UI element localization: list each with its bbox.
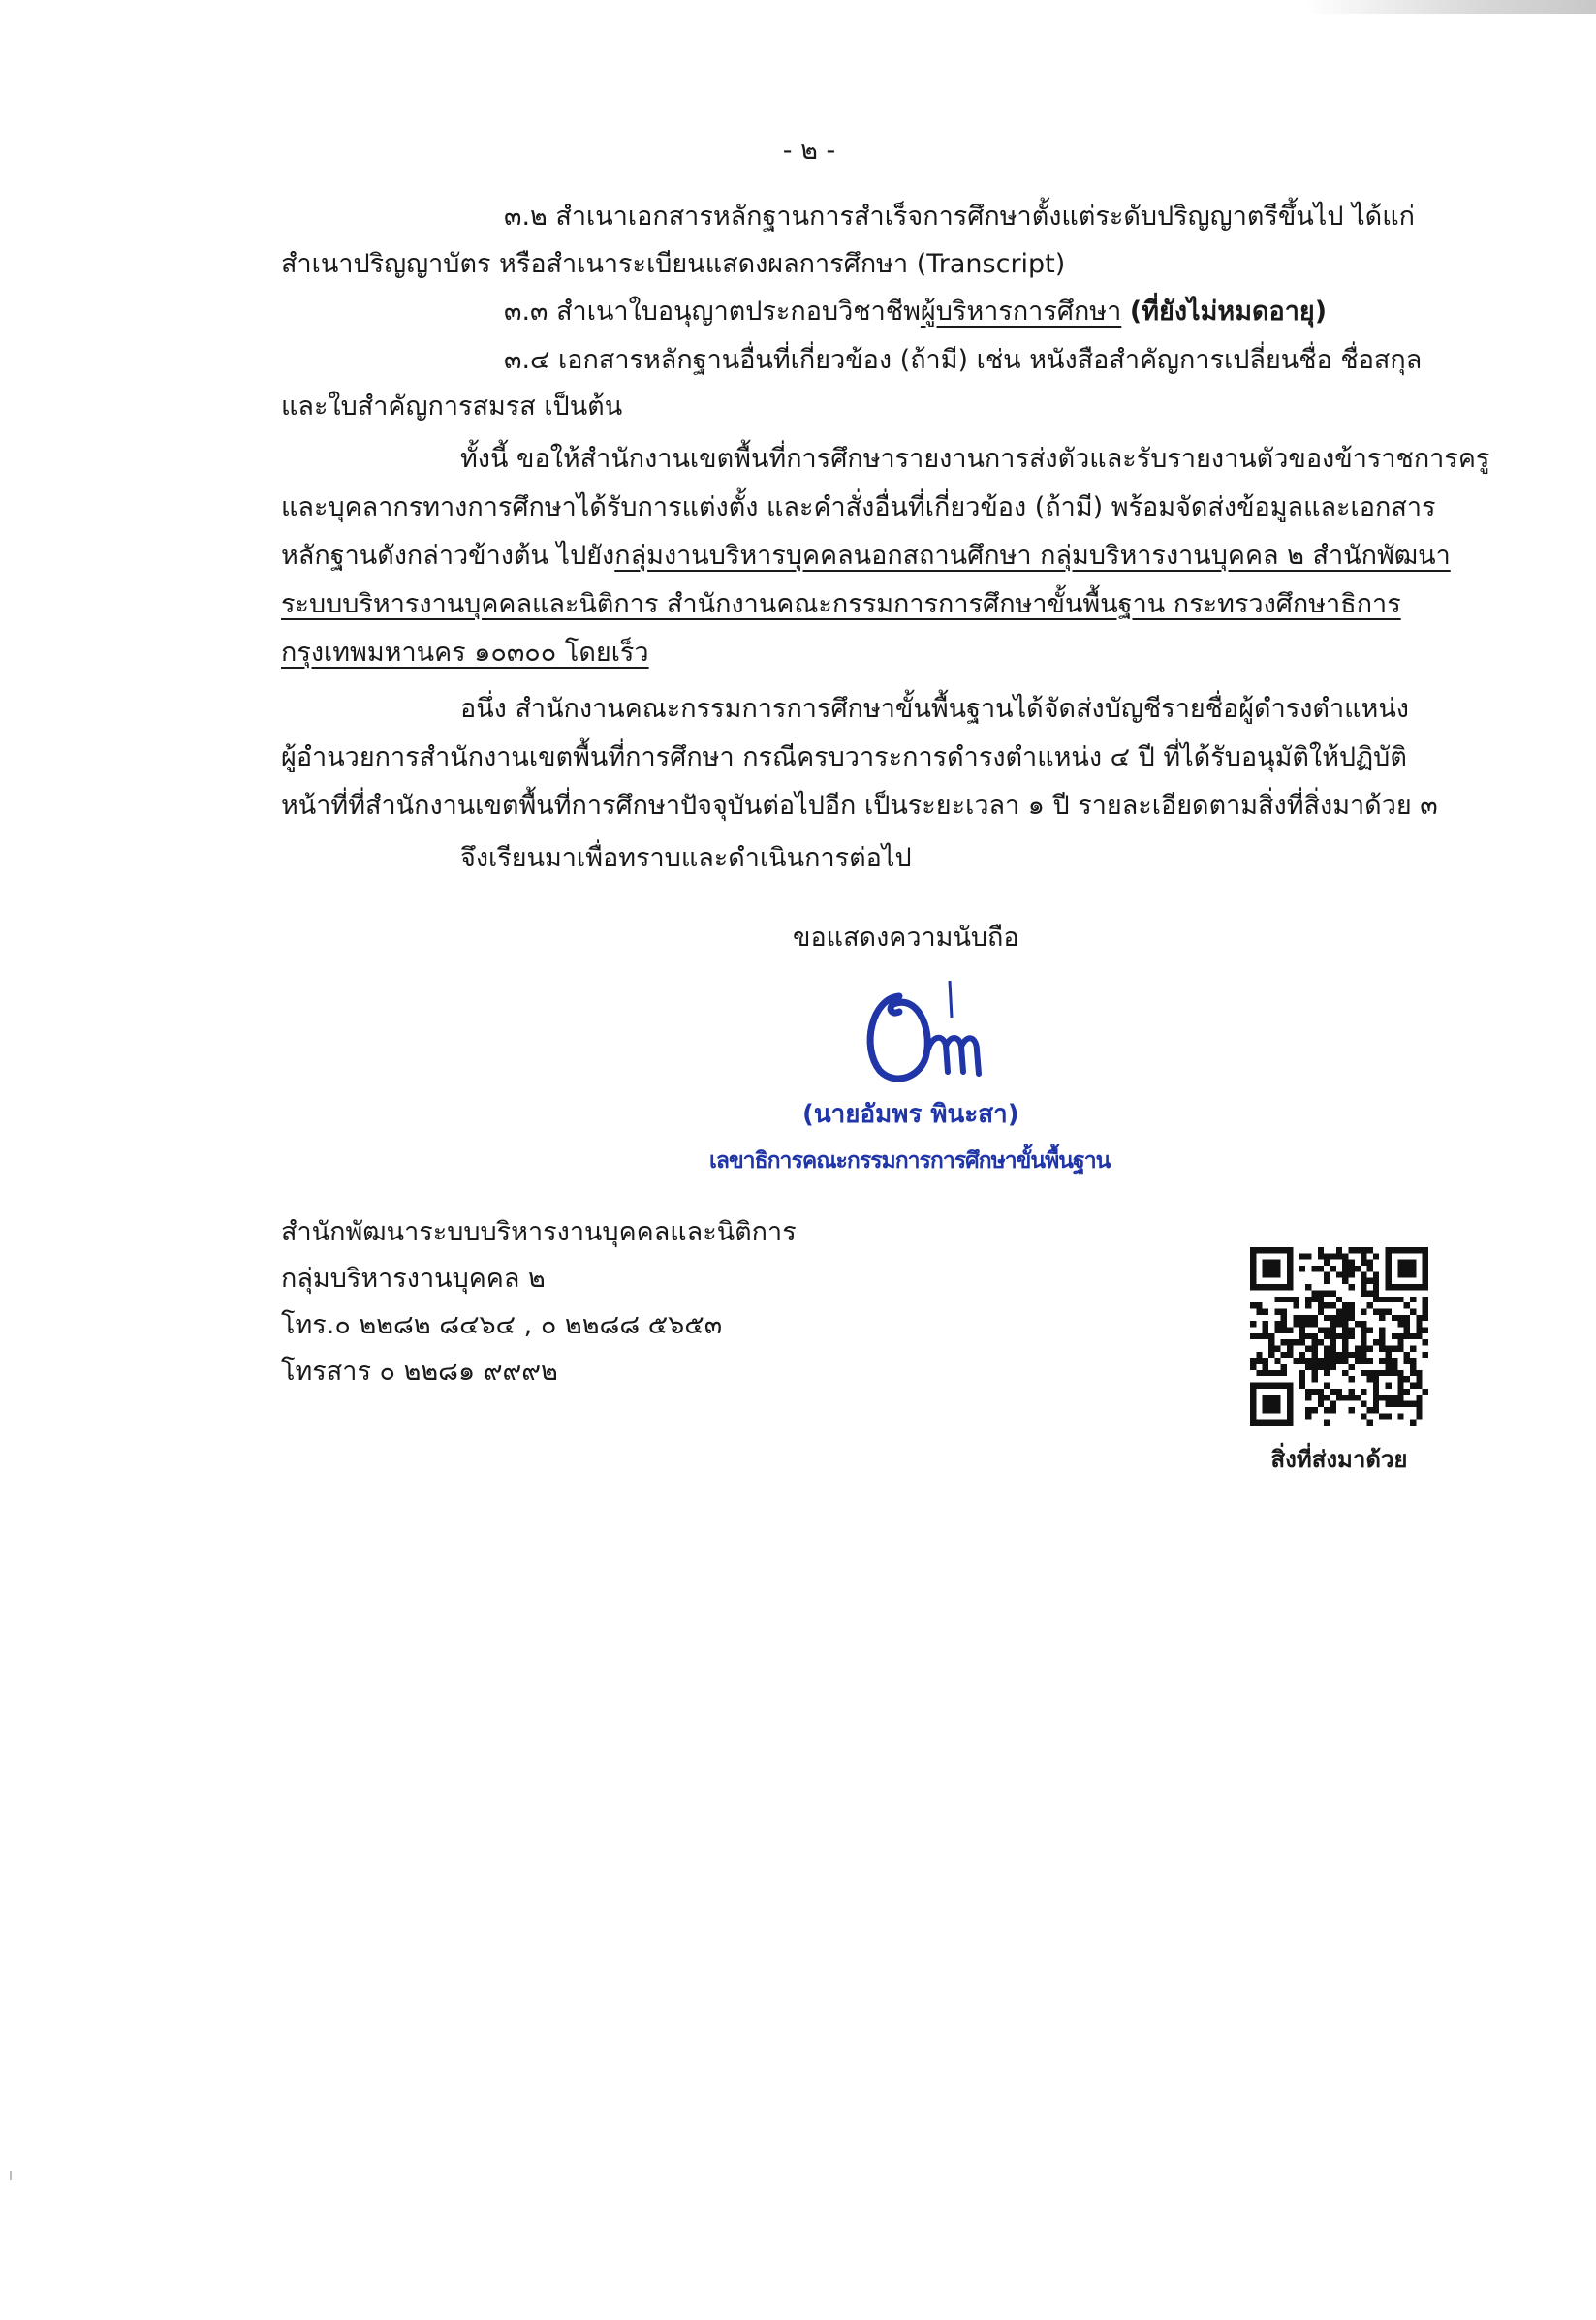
footer-office: สำนักพัฒนาระบบบริหารงานบุคคลและนิติการ xyxy=(281,1217,797,1247)
salutation: ขอแสดงความนับถือ xyxy=(793,923,1019,953)
paragraph1-line3 xyxy=(281,537,1451,576)
item-3-3-bold-suffix: (ที่ยังไม่หมดอายุ) xyxy=(1129,297,1328,327)
paragraph1-line3-underlined: กลุ่มงานบริหารบุคคลนอกสถานศึกษา กลุ่มบริหารงานบุคคล ๒ สำนักพัฒนา xyxy=(614,541,1451,571)
footer-fax: โทรสาร ๐ ๒๒๘๑ ๙๙๙๒ xyxy=(281,1357,558,1387)
scan-edge-shadow xyxy=(1305,0,1596,14)
paragraph2-line3: หน้าที่ที่สำนักงานเขตพื้นที่การศึกษาปัจจุบันต่อไปอีก เป็นระยะเวลา ๑ ปี รายละเอียดตามสิ่งที่สิ่งมาด้วย ๓ xyxy=(281,791,1438,821)
paragraph1-line1: ทั้งนี้ ขอให้สำนักงานเขตพื้นที่การศึกษารายงานการส่งตัวและรับรายงานตัวของข้าราชการครู xyxy=(460,444,1490,474)
paragraph2-line1: อนึ่ง สำนักงานคณะกรรมการการศึกษาขั้นพื้นฐานได้จัดส่งบัญชีรายชื่อผู้ดำรงตำแหน่ง xyxy=(460,694,1409,724)
item-3-4-line2: และใบสำคัญการสมรส เป็นต้น xyxy=(281,392,623,422)
item-3-2-line1: ๓.๒ สำเนาเอกสารหลักฐานการสำเร็จการศึกษาตั้งแต่ระดับปริญญาตรีขึ้นไป ได้แก่ xyxy=(504,202,1415,232)
item-3-3-prefix: ๓.๓ สำเนาใบอนุญาตประกอบวิชาชีพ xyxy=(504,297,921,327)
item-3-3 xyxy=(504,293,1327,331)
item-3-3-underlined: ผู้บริหารการศึกษา xyxy=(920,297,1122,327)
footer-group: กลุ่มบริหารงานบุคคล ๒ xyxy=(281,1264,546,1294)
paragraph1-line4: ระบบบริหารงานบุคคลและนิติการ สำนักงานคณะกรรมการการศึกษาขั้นพื้นฐาน กระทรวงศึกษาธิการ xyxy=(281,589,1401,619)
signer-name: (นายอัมพร พินะสา) xyxy=(802,1100,1019,1129)
paragraph2-line2: ผู้อำนวยการสำนักงานเขตพื้นที่การศึกษา กรณีครบวาระการดำรงตำแหน่ง ๔ ปี ที่ได้รับอนุมัติให้ปฏิบัติ xyxy=(281,742,1407,772)
paragraph1-line3-plain: หลักฐานดังกล่าวข้างต้น ไปยัง xyxy=(281,541,615,571)
item-3-2-line2: สำเนาปริญญาบัตร หรือสำเนาระเบียนแสดงผลการศึกษา (Transcript) xyxy=(281,249,1066,279)
signer-title: เลขาธิการคณะกรรมการการศึกษาขั้นพื้นฐาน xyxy=(709,1148,1111,1174)
paragraph1-line2: และบุคลากรทางการศึกษาได้รับการแต่งตั้ง และคำสั่งอื่นที่เกี่ยวข้อง (ถ้ามี) พร้อมจัดส่งข้อมูลและเอกสาร xyxy=(281,492,1436,522)
signature-image xyxy=(853,979,1105,1085)
scan-speck xyxy=(10,2171,12,2180)
item-3-4-line1: ๓.๔ เอกสารหลักฐานอื่นที่เกี่ยวข้อง (ถ้ามี) เช่น หนังสือสำคัญการเปลี่ยนชื่อ ชื่อสกุล xyxy=(504,345,1423,375)
qr-caption: สิ่งที่ส่งมาด้วย xyxy=(1270,1446,1408,1473)
closing-line: จึงเรียนมาเพื่อทราบและดำเนินการต่อไป xyxy=(460,843,912,873)
footer-phone: โทร.๐ ๒๒๘๒ ๘๔๖๔ , ๐ ๒๒๘๘ ๕๖๕๓ xyxy=(281,1310,723,1340)
paragraph1-line5: กรุงเทพมหานคร ๑๐๓๐๐ โดยเร็ว xyxy=(281,638,649,668)
qr-code xyxy=(1250,1247,1428,1426)
page-number: - ๒ - xyxy=(782,136,836,166)
